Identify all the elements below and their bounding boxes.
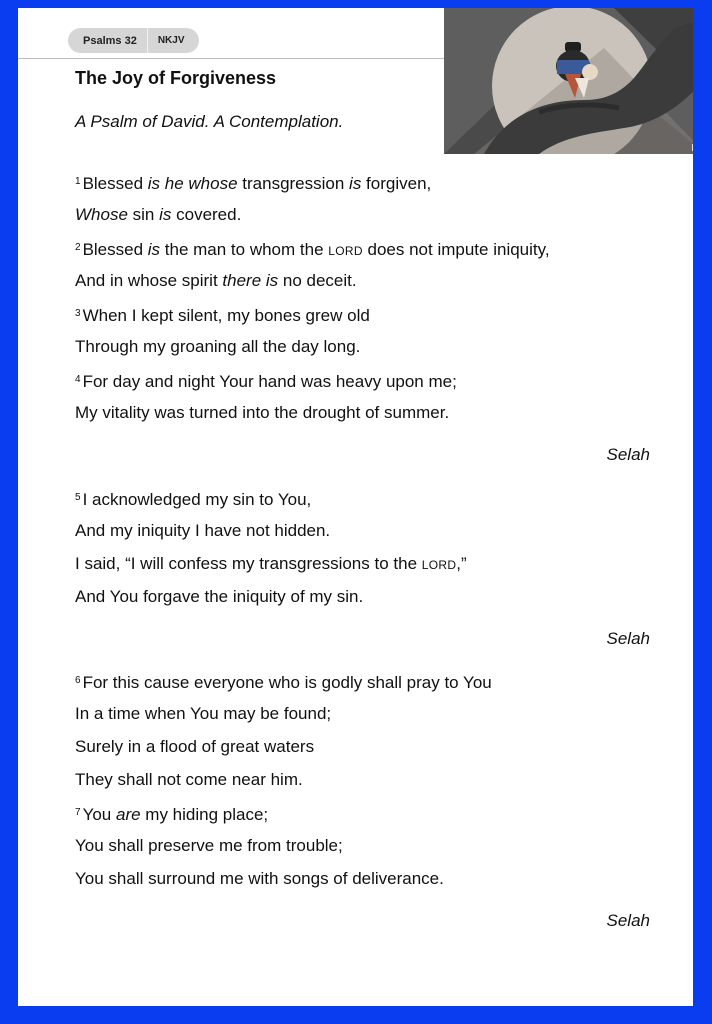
hand-vessel-illustration <box>444 8 693 154</box>
verse-5-line-4[interactable] <box>75 586 363 608</box>
verse-5-line-3[interactable] <box>75 553 467 576</box>
verse-6-line-2[interactable] <box>75 703 331 725</box>
verse-text: does not impute iniquity, <box>362 240 550 259</box>
selah-marker: Selah <box>606 629 650 648</box>
verse-text: Through my groaning all the day long. <box>75 337 361 356</box>
verse-text: In a time when You may be found; <box>75 704 332 723</box>
verse-1-line-1[interactable] <box>75 171 431 195</box>
verse-text: the man to whom the <box>160 240 329 259</box>
verse-italic: is <box>349 174 362 193</box>
verse-text: You shall surround me with songs of deliverance. <box>75 869 444 888</box>
verse-text: transgression <box>237 174 350 193</box>
verse-italic: is <box>147 240 161 259</box>
selah-marker: Selah <box>606 911 650 930</box>
verse-italic: are <box>115 805 141 824</box>
selah-marker: Selah <box>606 445 650 464</box>
verse-7-line-2[interactable] <box>75 835 343 857</box>
media-overlay[interactable] <box>444 8 693 154</box>
verse-text: my hiding place; <box>140 805 269 824</box>
verse-number: 7 <box>75 807 81 818</box>
verse-4-line-1[interactable] <box>75 369 457 393</box>
verse-text: My vitality was turned into the drought of summer. <box>75 403 450 422</box>
verse-number: 3 <box>75 308 81 319</box>
passage-selector[interactable] <box>68 28 199 53</box>
verse-number: 5 <box>75 492 81 503</box>
verse-1-line-2[interactable] <box>75 204 241 226</box>
verse-italic: is <box>159 205 172 224</box>
verse-text: forgiven, <box>361 174 432 193</box>
verse-text: For this cause everyone who is godly shall pray to You <box>82 673 492 692</box>
verse-text: covered. <box>171 205 242 224</box>
verse-text: For day and night Your hand was heavy upon me; <box>82 372 457 391</box>
verse-number: 4 <box>75 374 81 385</box>
verse-text: ,” <box>456 554 467 573</box>
verse-text: When I kept silent, my bones grew old <box>82 306 370 325</box>
verse-italic: is he whose <box>147 174 238 193</box>
verse-5-line-2[interactable] <box>75 520 330 542</box>
verse-3-line-1[interactable] <box>75 303 370 327</box>
verse-text: They shall not come near him. <box>75 770 303 789</box>
version-button[interactable]: NKJV <box>157 35 185 46</box>
reader-page <box>18 8 693 1006</box>
verse-text: Surely in a flood of great waters <box>75 737 315 756</box>
verse-7-line-3[interactable] <box>75 868 444 890</box>
verse-italic: there is <box>222 271 279 290</box>
verse-text: You <box>82 805 116 824</box>
verse-3-line-2[interactable] <box>75 336 360 358</box>
verse-5-line-1[interactable] <box>75 487 311 511</box>
verse-2-line-2[interactable] <box>75 270 357 292</box>
divine-name: LORD <box>328 244 363 258</box>
verse-text: no deceit. <box>278 271 357 290</box>
verse-7-line-1[interactable] <box>75 802 268 826</box>
verse-text: I acknowledged my sin to You, <box>82 490 312 509</box>
verse-text: sin <box>127 205 160 224</box>
divine-name: LORD <box>421 558 457 572</box>
psalm-subtitle: A Psalm of David. A Contemplation. <box>75 112 344 131</box>
verse-6-line-3[interactable] <box>75 736 314 758</box>
verse-text: Blessed <box>82 240 148 259</box>
verse-number: 6 <box>75 675 81 686</box>
verse-4-line-2[interactable] <box>75 402 449 424</box>
book-chapter-button[interactable]: Psalms 32 <box>68 28 148 53</box>
verse-6-line-1[interactable] <box>75 670 492 694</box>
verse-number: 1 <box>75 176 81 187</box>
verse-6-line-4[interactable] <box>75 769 303 791</box>
verse-text: And my iniquity I have not hidden. <box>75 521 331 540</box>
psalm-title: The Joy of Forgiveness <box>75 68 277 88</box>
chat-bubble-icon[interactable] <box>692 144 693 153</box>
verse-number: 2 <box>75 242 81 253</box>
verse-text: And in whose spirit <box>75 271 223 290</box>
verse-2-line-1[interactable] <box>75 237 550 262</box>
verse-text: You shall preserve me from trouble; <box>75 836 343 855</box>
verse-text: Blessed <box>82 174 148 193</box>
verse-text: And You forgave the iniquity of my sin. <box>75 587 364 606</box>
verse-text: I said, “I will confess my transgressions to the <box>75 554 422 573</box>
verse-italic: Whose <box>75 205 128 224</box>
